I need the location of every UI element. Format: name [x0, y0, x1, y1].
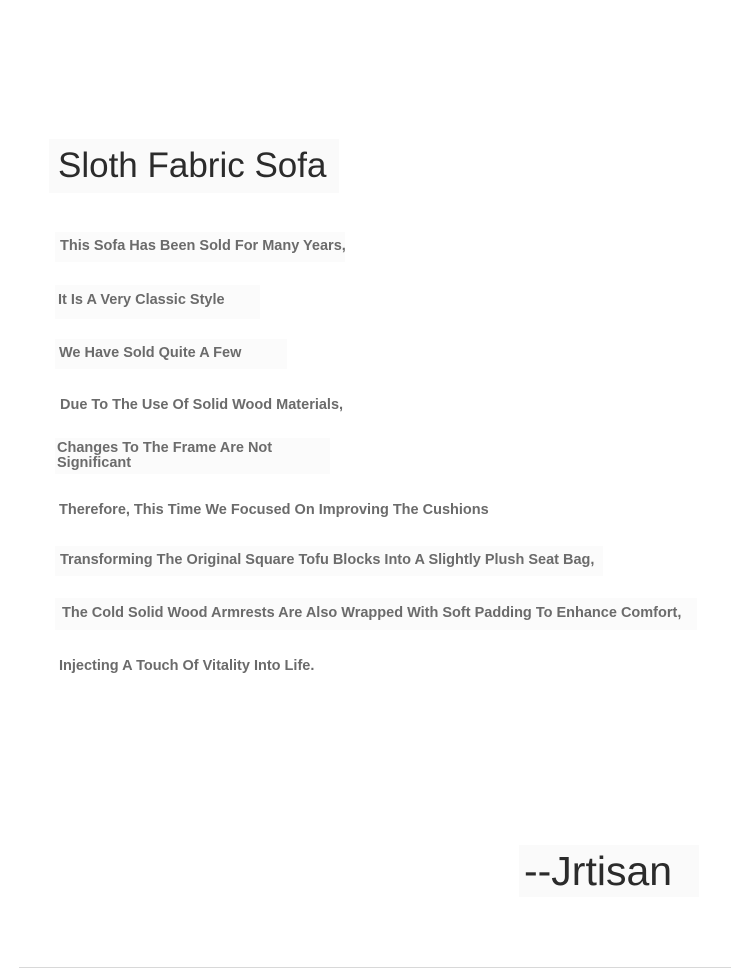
page-title: Sloth Fabric Sofa	[49, 139, 339, 193]
description-line: The Cold Solid Wood Armrests Are Also Wrapped With Soft Padding To Enhance Comfort,	[62, 605, 682, 621]
divider	[19, 967, 731, 968]
description-line: Transforming The Original Square Tofu Blocks Into A Slightly Plush Seat Bag,	[60, 552, 595, 568]
description-line: Injecting A Touch Of Vitality Into Life.	[59, 658, 315, 674]
description-line: Due To The Use Of Solid Wood Materials,	[60, 397, 344, 413]
brand-signature: --Jrtisan	[524, 848, 673, 894]
description-line: It Is A Very Classic Style	[58, 292, 225, 308]
description-line: This Sofa Has Been Sold For Many Years,	[60, 238, 346, 254]
description-line: Changes To The Frame Are Not Significant	[57, 440, 273, 471]
description-line: Therefore, This Time We Focused On Improving The Cushions	[59, 502, 489, 518]
description-line: We Have Sold Quite A Few	[59, 345, 242, 361]
